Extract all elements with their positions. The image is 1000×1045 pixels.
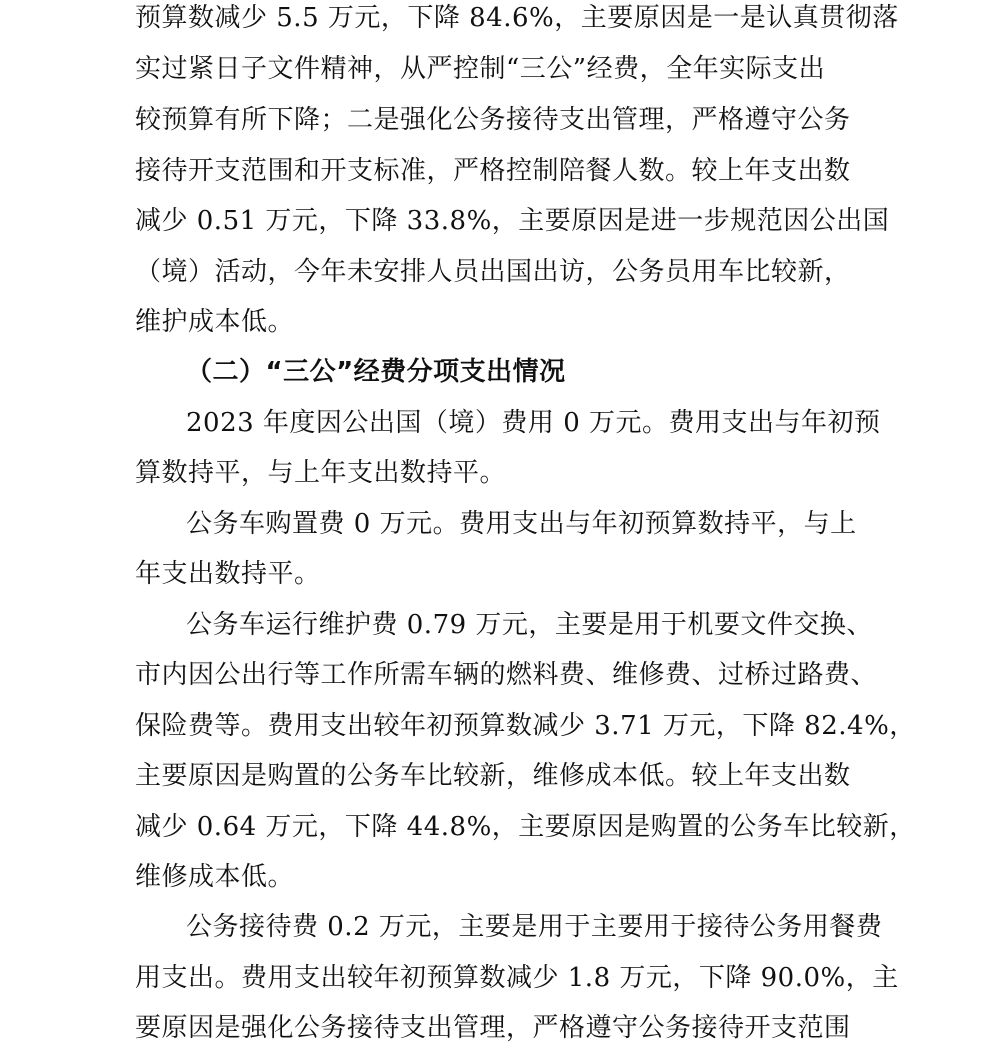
paragraph-line: 保险费等。费用支出较年初预算数减少 3.71 万元，下降 82.4%， — [135, 711, 916, 741]
paragraph-line: 公务车购置费 0 万元。费用支出与年初预算数持平，与上 — [186, 509, 857, 539]
paragraph-line: 减少 0.51 万元，下降 33.8%，主要原因是进一步规范因公出国 — [135, 206, 890, 236]
paragraph-line: 2023 年度因公出国（境）费用 0 万元。费用支出与年初预 — [186, 408, 881, 438]
paragraph-line: 市内因公出行等工作所需车辆的燃料费、维修费、过桥过路费、 — [135, 660, 878, 690]
paragraph-line: 要原因是强化公务接待支出管理，严格遵守公务接待开支范围 — [135, 1013, 851, 1043]
paragraph-line: 实过紧日子文件精神，从严控制“三公”经费，全年实际支出 — [135, 54, 826, 84]
paragraph-line: 维修成本低。 — [135, 862, 295, 892]
paragraph-line: 主要原因是购置的公务车比较新，维修成本低。较上年支出数 — [135, 761, 851, 791]
paragraph-line: 算数持平，与上年支出数持平。 — [135, 458, 507, 488]
paragraph-line: 维护成本低。 — [135, 307, 295, 337]
paragraph-line: 预算数减少 5.5 万元，下降 84.6%，主要原因是一是认真贯彻落 — [135, 3, 899, 33]
paragraph-line: 接待开支范围和开支标准，严格控制陪餐人数。较上年支出数 — [135, 156, 851, 186]
paragraph-line: 用支出。费用支出较年初预算数减少 1.8 万元，下降 90.0%，主 — [135, 963, 899, 993]
section-heading: （二）“三公”经费分项支出情况 — [186, 357, 566, 387]
paragraph-line: 公务接待费 0.2 万元，主要是用于主要用于接待公务用餐费 — [186, 912, 883, 942]
paragraph-line: 年支出数持平。 — [135, 559, 321, 589]
paragraph-line: （境）活动，今年未安排人员出国出访，公务员用车比较新， — [135, 257, 851, 287]
paragraph-line: 公务车运行维护费 0.79 万元，主要是用于机要文件交换、 — [186, 610, 873, 640]
paragraph-line: 较预算有所下降；二是强化公务接待支出管理，严格遵守公务 — [135, 105, 851, 135]
paragraph-line: 减少 0.64 万元，下降 44.8%，主要原因是购置的公务车比较新， — [135, 812, 916, 842]
